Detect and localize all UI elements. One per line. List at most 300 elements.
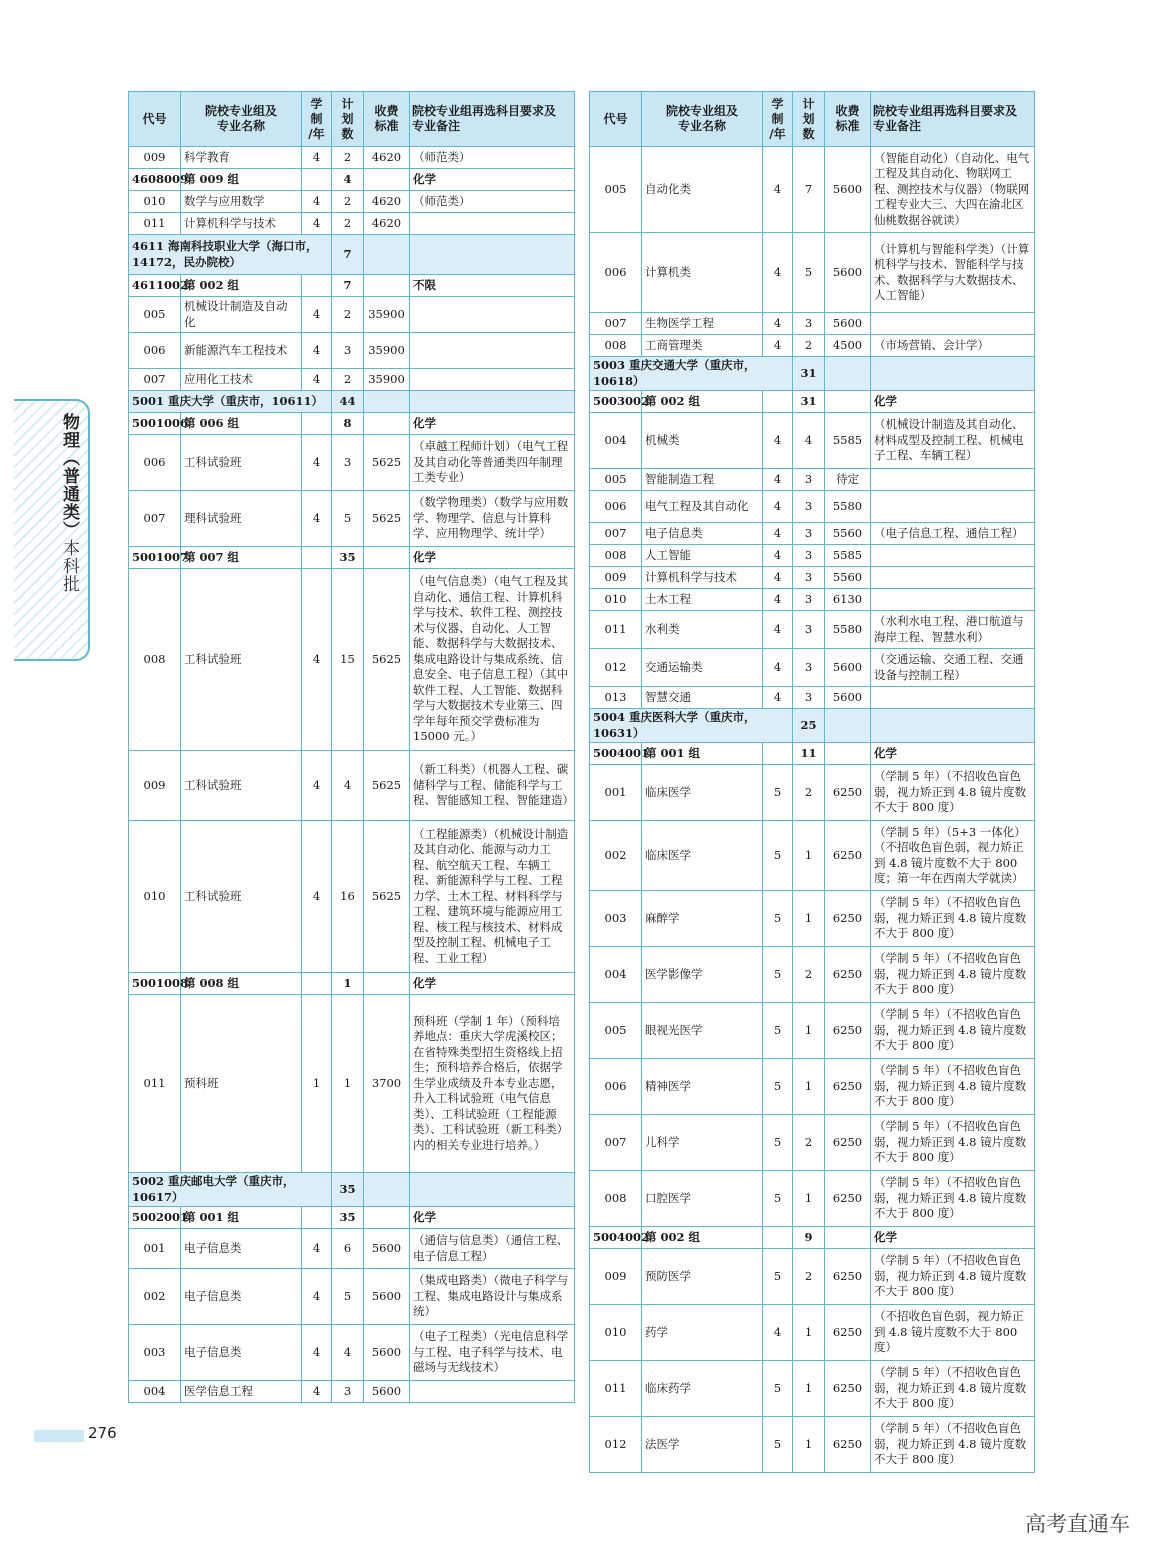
fee-cell: 4620	[364, 191, 410, 213]
years-cell	[763, 1227, 793, 1249]
years-cell: 4	[302, 1325, 332, 1381]
major-row	[590, 413, 1035, 469]
plan-cell: 1	[793, 1417, 825, 1473]
header-fee: 收费 标准	[364, 92, 410, 147]
plan-cell: 2	[793, 1115, 825, 1171]
years-cell: 4	[763, 233, 793, 313]
plan-cell: 2	[332, 213, 364, 235]
major-row	[129, 147, 575, 169]
table-header-row	[590, 92, 1035, 147]
major-name: 药学	[642, 1305, 763, 1361]
right-admission-table	[589, 91, 1035, 1473]
major-remarks: （学制 5 年）（不招收色盲色弱，视力矫正到 4.8 镜片度数不大于 800 度）	[871, 947, 1035, 1003]
group-code: 5001006	[129, 413, 181, 435]
major-code: 007	[590, 1115, 642, 1171]
major-code: 001	[590, 765, 642, 821]
major-name: 自动化类	[642, 147, 763, 233]
years-cell: 5	[763, 821, 793, 891]
major-name: 电气工程及其自动化	[642, 491, 763, 523]
major-name: 人工智能	[642, 545, 763, 567]
major-name: 工科试验班	[181, 569, 302, 751]
fee-cell: 6250	[825, 765, 871, 821]
major-name: 计算机类	[642, 233, 763, 313]
fee-cell: 4500	[825, 335, 871, 357]
major-code: 009	[590, 567, 642, 589]
group-row	[590, 1227, 1035, 1249]
fee-cell: 6250	[825, 1059, 871, 1115]
major-code: 013	[590, 687, 642, 709]
major-remarks: （新工科类）（机器人工程、碳储科学与工程、储能科学与工程、智能感知工程、智能建造）	[410, 751, 575, 821]
university-name: 5002 重庆邮电大学（重庆市，10617）	[129, 1173, 332, 1207]
university-fee	[364, 235, 410, 275]
plan-cell: 4	[332, 1325, 364, 1381]
fee-cell: 3700	[364, 995, 410, 1173]
major-row	[590, 1249, 1035, 1305]
university-remarks	[410, 391, 575, 413]
major-code: 006	[129, 333, 181, 369]
major-remarks: （学制 5 年）（不招收色盲色弱，视力矫正到 4.8 镜片度数不大于 800 度）	[871, 1115, 1035, 1171]
major-name: 工商管理类	[642, 335, 763, 357]
university-plan: 25	[793, 709, 825, 743]
plan-cell: 2	[332, 297, 364, 333]
major-remarks	[410, 1381, 575, 1403]
plan-cell: 3	[332, 333, 364, 369]
fee-cell: 待定	[825, 469, 871, 491]
fee-cell	[364, 547, 410, 569]
major-remarks: （水利水电工程、港口航道与海岸工程、智慧水利）	[871, 611, 1035, 649]
years-cell	[302, 1207, 332, 1229]
major-remarks	[410, 297, 575, 333]
years-cell: 4	[302, 369, 332, 391]
plan-cell: 2	[793, 335, 825, 357]
major-name: 计算机科学与技术	[642, 567, 763, 589]
major-row	[590, 589, 1035, 611]
years-cell: 4	[302, 213, 332, 235]
major-remarks	[410, 333, 575, 369]
major-code: 008	[590, 335, 642, 357]
major-code: 003	[590, 891, 642, 947]
major-name: 电子信息类	[181, 1269, 302, 1325]
years-cell: 4	[302, 333, 332, 369]
header-remarks: 院校专业组再选科目要求及 专业备注	[410, 92, 575, 147]
fee-cell: 5585	[825, 413, 871, 469]
major-row	[590, 335, 1035, 357]
years-cell: 4	[763, 523, 793, 545]
plan-cell: 3	[332, 435, 364, 491]
major-row	[129, 1381, 575, 1403]
major-remarks: （机械设计制造及其自动化、材料成型及控制工程、机械电子工程、车辆工程）	[871, 413, 1035, 469]
major-name: 医学影像学	[642, 947, 763, 1003]
years-cell: 4	[763, 491, 793, 523]
major-remarks: （数学物理类）（数学与应用数学、物理学、信息与计算科学、应用物理学、统计学）	[410, 491, 575, 547]
plan-cell: 1	[793, 1003, 825, 1059]
major-remarks	[871, 589, 1035, 611]
major-row	[590, 469, 1035, 491]
major-code: 005	[129, 297, 181, 333]
header-code: 代号	[129, 92, 181, 147]
years-cell: 4	[302, 1381, 332, 1403]
major-remarks: 预科班（学制 1 年）（预科培养地点：重庆大学虎溪校区；在省特殊类型招生资格线上招生；预科培养合格后，依据学生学业成绩及升本专业志愿，升入工科试验班（电气信息类）、工科试验班（工程能源类）、工科试验班（新工科类）内的相关专业进行培养。）	[410, 995, 575, 1173]
years-cell	[302, 547, 332, 569]
years-cell: 5	[763, 891, 793, 947]
years-cell: 4	[302, 1269, 332, 1325]
plan-cell: 1	[793, 1361, 825, 1417]
years-cell: 4	[763, 1305, 793, 1361]
university-fee	[364, 391, 410, 413]
major-row	[590, 233, 1035, 313]
major-code: 011	[590, 611, 642, 649]
major-code: 006	[590, 233, 642, 313]
major-code: 006	[590, 491, 642, 523]
group-row	[129, 1207, 575, 1229]
plan-cell: 3	[793, 589, 825, 611]
major-code: 008	[590, 1171, 642, 1227]
fee-cell: 5625	[364, 435, 410, 491]
fee-cell	[364, 275, 410, 297]
university-fee	[364, 1173, 410, 1207]
fee-cell: 6250	[825, 1249, 871, 1305]
fee-cell: 35900	[364, 369, 410, 391]
years-cell: 4	[302, 751, 332, 821]
major-name: 儿科学	[642, 1115, 763, 1171]
group-row	[129, 547, 575, 569]
subject-requirement: 化学	[871, 743, 1035, 765]
header-years: 学 制 /年	[302, 92, 332, 147]
fee-cell	[364, 413, 410, 435]
major-row	[590, 687, 1035, 709]
major-row	[590, 491, 1035, 523]
plan-cell: 3	[793, 469, 825, 491]
university-remarks	[871, 357, 1035, 391]
major-name: 临床药学	[642, 1361, 763, 1417]
plan-cell: 1	[793, 1171, 825, 1227]
major-row	[129, 297, 575, 333]
university-row	[129, 235, 575, 275]
fee-cell: 6250	[825, 1361, 871, 1417]
major-code: 010	[590, 1305, 642, 1361]
major-name: 精神医学	[642, 1059, 763, 1115]
plan-cell: 4	[793, 413, 825, 469]
major-name: 电子信息类	[181, 1229, 302, 1269]
major-row	[590, 891, 1035, 947]
university-plan: 7	[332, 235, 364, 275]
plan-cell: 1	[793, 821, 825, 891]
major-code: 004	[129, 1381, 181, 1403]
university-remarks	[871, 709, 1035, 743]
major-name: 交通运输类	[642, 649, 763, 687]
plan-cell: 6	[332, 1229, 364, 1269]
major-name: 理科试验班	[181, 491, 302, 547]
years-cell: 5	[763, 1171, 793, 1227]
subject-requirement: 化学	[410, 1207, 575, 1229]
major-remarks	[871, 567, 1035, 589]
fee-cell: 5600	[825, 313, 871, 335]
fee-cell: 4620	[364, 213, 410, 235]
fee-cell	[364, 973, 410, 995]
major-row	[590, 147, 1035, 233]
years-cell: 4	[302, 297, 332, 333]
fee-cell: 5600	[364, 1381, 410, 1403]
group-row	[129, 275, 575, 297]
group-name: 第 009 组	[181, 169, 302, 191]
major-name: 智能制造工程	[642, 469, 763, 491]
major-remarks: （学制 5 年）（5+3 一体化）（不招收色盲色弱，视力矫正到 4.8 镜片度数不大于 800 度；第一年在西南大学就读）	[871, 821, 1035, 891]
major-row	[129, 569, 575, 751]
plan-cell: 7	[332, 275, 364, 297]
major-code: 001	[129, 1229, 181, 1269]
group-code: 5004002	[590, 1227, 642, 1249]
plan-cell: 3	[793, 611, 825, 649]
major-code: 010	[129, 821, 181, 973]
years-cell: 4	[763, 413, 793, 469]
major-row	[590, 523, 1035, 545]
fee-cell: 5600	[364, 1229, 410, 1269]
years-cell	[302, 275, 332, 297]
major-row	[590, 649, 1035, 687]
major-row	[129, 995, 575, 1173]
years-cell: 5	[763, 765, 793, 821]
major-code: 007	[590, 523, 642, 545]
major-remarks: （学制 5 年）（不招收色盲色弱，视力矫正到 4.8 镜片度数不大于 800 度）	[871, 765, 1035, 821]
fee-cell: 6250	[825, 1171, 871, 1227]
major-remarks	[871, 313, 1035, 335]
major-name: 临床医学	[642, 821, 763, 891]
group-name: 第 007 组	[181, 547, 302, 569]
plan-cell: 7	[793, 147, 825, 233]
fee-cell	[364, 169, 410, 191]
major-code: 008	[590, 545, 642, 567]
plan-cell: 3	[793, 491, 825, 523]
major-remarks: （学制 5 年）（不招收色盲色弱，视力矫正到 4.8 镜片度数不大于 800 度）	[871, 1171, 1035, 1227]
group-row	[129, 169, 575, 191]
major-code: 012	[590, 1417, 642, 1473]
major-name: 工科试验班	[181, 435, 302, 491]
plan-cell: 3	[793, 313, 825, 335]
plan-cell: 35	[332, 1207, 364, 1229]
major-code: 011	[590, 1361, 642, 1417]
group-row	[129, 973, 575, 995]
major-remarks: （师范类）	[410, 147, 575, 169]
plan-cell: 9	[793, 1227, 825, 1249]
major-code: 004	[590, 413, 642, 469]
major-row	[129, 1269, 575, 1325]
plan-cell: 2	[332, 191, 364, 213]
major-code: 004	[590, 947, 642, 1003]
plan-cell: 35	[332, 547, 364, 569]
years-cell: 4	[763, 649, 793, 687]
major-name: 电子信息类	[642, 523, 763, 545]
fee-cell: 35900	[364, 333, 410, 369]
years-cell	[763, 743, 793, 765]
major-code: 002	[590, 821, 642, 891]
fee-cell: 5580	[825, 491, 871, 523]
major-code: 007	[129, 491, 181, 547]
major-row	[129, 435, 575, 491]
years-cell: 4	[763, 335, 793, 357]
university-row	[590, 357, 1035, 391]
major-remarks: （电气信息类）（电气工程及其自动化、通信工程、计算机科学与技术、软件工程、测控技术与仪器、自动化、人工智能、数据科学与大数据技术、集成电路设计与集成系统、信息安全、电子信息工程）（其中软件工程、人工智能、数据科学与大数据技术专业第三、四学年每年预交学费标准为 15000 元。）	[410, 569, 575, 751]
fee-cell: 6130	[825, 589, 871, 611]
fee-cell: 5585	[825, 545, 871, 567]
fee-cell: 6250	[825, 1115, 871, 1171]
fee-cell	[364, 1207, 410, 1229]
plan-cell: 15	[332, 569, 364, 751]
major-name: 数学与应用数学	[181, 191, 302, 213]
major-code: 010	[129, 191, 181, 213]
fee-cell: 35900	[364, 297, 410, 333]
major-row	[590, 545, 1035, 567]
plan-cell: 5	[793, 233, 825, 313]
major-name: 工科试验班	[181, 821, 302, 973]
plan-cell: 3	[793, 567, 825, 589]
major-remarks: （学制 5 年）（不招收色盲色弱，视力矫正到 4.8 镜片度数不大于 800 度）	[871, 1361, 1035, 1417]
major-remarks: （工程能源类）（机械设计制造及其自动化、能源与动力工程、航空航天工程、车辆工程、新能源科学与工程、工程力学、土木工程、材料科学与工程、建筑环境与能源应用工程、核工程与核技术、材料成型及控制工程、机械电子工程、工业工程）	[410, 821, 575, 973]
group-code: 5003002	[590, 391, 642, 413]
major-code: 007	[590, 313, 642, 335]
fee-cell: 5625	[364, 821, 410, 973]
subject-requirement: 化学	[871, 391, 1035, 413]
major-remarks: （市场营销、会计学）	[871, 335, 1035, 357]
header-name: 院校专业组及 专业名称	[642, 92, 763, 147]
major-remarks	[410, 213, 575, 235]
major-name: 麻醉学	[642, 891, 763, 947]
side-tab-batch: 本科批	[59, 539, 79, 593]
years-cell: 5	[763, 947, 793, 1003]
fee-cell	[825, 1227, 871, 1249]
major-code: 009	[129, 751, 181, 821]
major-name: 智慧交通	[642, 687, 763, 709]
major-code: 009	[129, 147, 181, 169]
header-remarks: 院校专业组再选科目要求及 专业备注	[871, 92, 1035, 147]
major-remarks	[871, 469, 1035, 491]
major-row	[590, 1361, 1035, 1417]
years-cell	[302, 973, 332, 995]
plan-cell: 11	[793, 743, 825, 765]
major-row	[129, 1325, 575, 1381]
major-code: 012	[590, 649, 642, 687]
major-name: 水利类	[642, 611, 763, 649]
major-remarks: （集成电路类）（微电子科学与工程、集成电路设计与集成系统）	[410, 1269, 575, 1325]
years-cell: 4	[302, 147, 332, 169]
fee-cell: 5625	[364, 569, 410, 751]
subject-requirement: 化学	[410, 413, 575, 435]
university-row	[129, 391, 575, 413]
group-code: 5001008	[129, 973, 181, 995]
plan-cell: 4	[332, 169, 364, 191]
fee-cell: 6250	[825, 947, 871, 1003]
university-fee	[825, 709, 871, 743]
major-name: 医学信息工程	[181, 1381, 302, 1403]
major-row	[590, 947, 1035, 1003]
years-cell: 4	[763, 687, 793, 709]
fee-cell: 5600	[825, 233, 871, 313]
major-remarks: （学制 5 年）（不招收色盲色弱，视力矫正到 4.8 镜片度数不大于 800 度）	[871, 1003, 1035, 1059]
years-cell: 4	[763, 147, 793, 233]
plan-cell: 8	[332, 413, 364, 435]
fee-cell: 4620	[364, 147, 410, 169]
major-row	[590, 1115, 1035, 1171]
major-row	[129, 491, 575, 547]
major-row	[590, 1003, 1035, 1059]
major-code: 003	[129, 1325, 181, 1381]
major-code: 008	[129, 569, 181, 751]
university-name: 5001 重庆大学（重庆市，10611）	[129, 391, 332, 413]
plan-cell: 31	[793, 391, 825, 413]
years-cell: 4	[763, 313, 793, 335]
group-code: 4608009	[129, 169, 181, 191]
plan-cell: 2	[332, 147, 364, 169]
side-tab-category: 物理（普通类）	[59, 413, 79, 539]
fee-cell: 6250	[825, 821, 871, 891]
plan-cell: 3	[332, 1381, 364, 1403]
major-remarks: （师范类）	[410, 191, 575, 213]
major-remarks: （不招收色盲色弱，视力矫正到 4.8 镜片度数不大于 800 度）	[871, 1305, 1035, 1361]
university-plan: 44	[332, 391, 364, 413]
major-row	[590, 313, 1035, 335]
major-remarks: （电子信息工程、通信工程）	[871, 523, 1035, 545]
major-remarks: （电子工程类）（光电信息科学与工程、电子科学与技术、电磁场与无线技术）	[410, 1325, 575, 1381]
major-code: 006	[590, 1059, 642, 1115]
plan-cell: 2	[793, 1249, 825, 1305]
years-cell: 4	[763, 589, 793, 611]
major-remarks: （学制 5 年）（不招收色盲色弱，视力矫正到 4.8 镜片度数不大于 800 度）	[871, 1059, 1035, 1115]
university-plan: 35	[332, 1173, 364, 1207]
group-name: 第 006 组	[181, 413, 302, 435]
major-remarks	[871, 545, 1035, 567]
fee-cell: 5560	[825, 523, 871, 545]
years-cell: 5	[763, 1417, 793, 1473]
major-code: 011	[129, 995, 181, 1173]
major-name: 预防医学	[642, 1249, 763, 1305]
plan-cell: 16	[332, 821, 364, 973]
major-row	[590, 611, 1035, 649]
fee-cell: 5600	[364, 1325, 410, 1381]
fee-cell: 5560	[825, 567, 871, 589]
subject-requirement: 化学	[410, 547, 575, 569]
years-cell: 4	[302, 491, 332, 547]
years-cell: 4	[302, 435, 332, 491]
plan-cell: 3	[793, 687, 825, 709]
watermark-text: 高考直通车	[1025, 1512, 1130, 1536]
plan-cell: 3	[793, 649, 825, 687]
group-name: 第 002 组	[642, 1227, 763, 1249]
university-remarks	[410, 235, 575, 275]
years-cell: 5	[763, 1003, 793, 1059]
university-name: 5003 重庆交通大学（重庆市，10618）	[590, 357, 793, 391]
university-fee	[825, 357, 871, 391]
major-code: 005	[590, 1003, 642, 1059]
major-name: 法医学	[642, 1417, 763, 1473]
header-years: 学 制 /年	[763, 92, 793, 147]
years-cell: 1	[302, 995, 332, 1173]
plan-cell: 4	[332, 751, 364, 821]
major-row	[590, 1059, 1035, 1115]
plan-cell: 2	[332, 369, 364, 391]
major-row	[129, 1229, 575, 1269]
plan-cell: 5	[332, 491, 364, 547]
major-remarks	[410, 369, 575, 391]
years-cell: 4	[763, 545, 793, 567]
group-row	[590, 391, 1035, 413]
years-cell	[763, 391, 793, 413]
years-cell	[302, 169, 332, 191]
years-cell	[302, 413, 332, 435]
major-name: 生物医学工程	[642, 313, 763, 335]
page-number-bar	[34, 1430, 84, 1442]
major-remarks: （通信与信息类）（通信工程、电子信息工程）	[410, 1229, 575, 1269]
major-code: 011	[129, 213, 181, 235]
major-code: 007	[129, 369, 181, 391]
